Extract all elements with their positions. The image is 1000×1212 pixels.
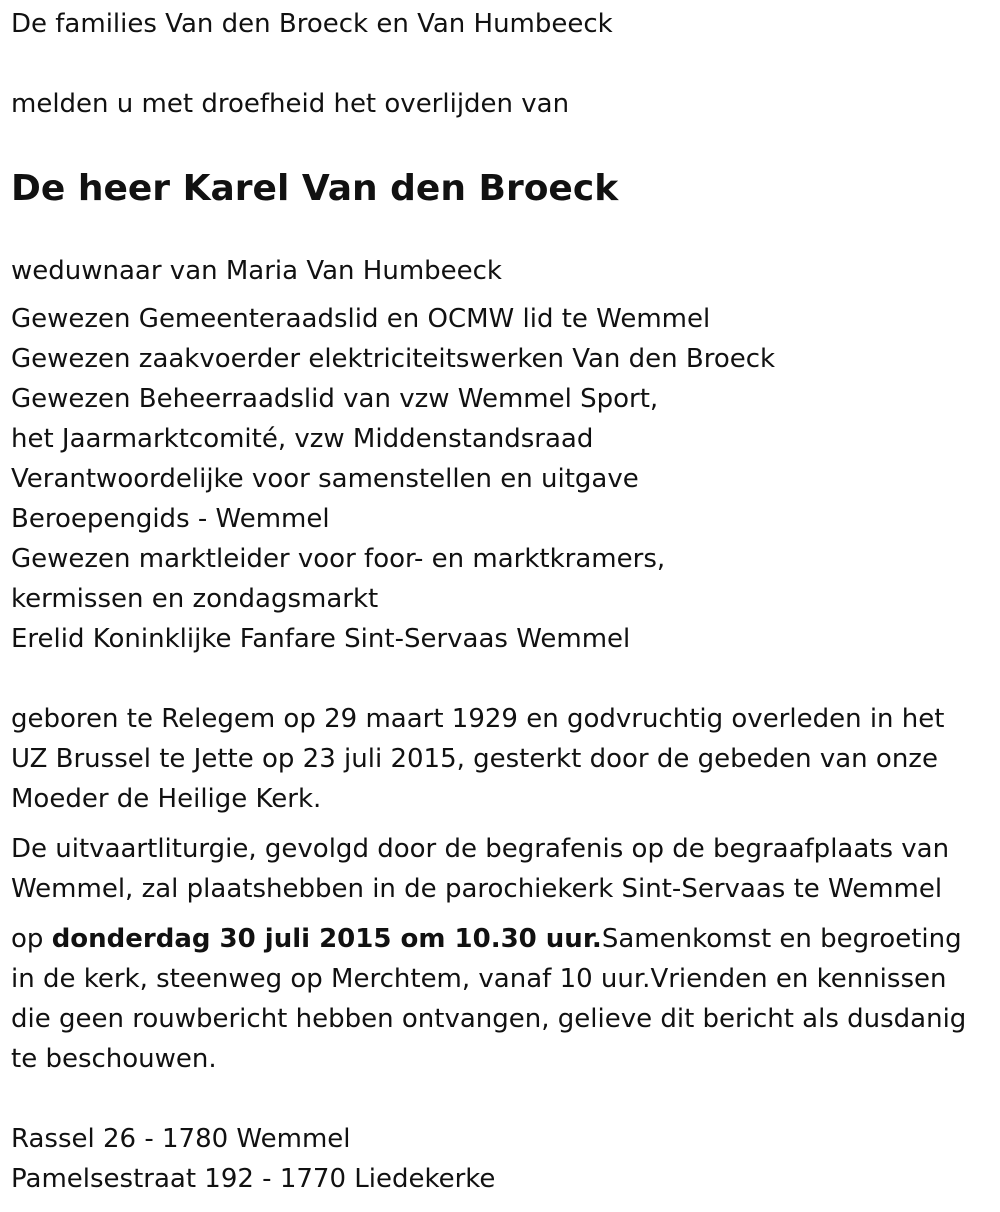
obituary-notice: [11, 0, 991, 1199]
families-line: De families Van den Broeck en Van Humbeeck: [11, 9, 613, 39]
ceremony-paragraph: [11, 919, 986, 1079]
title-line: Erelid Koninklijke Fanfare Sint-Servaas Wemmel: [11, 624, 631, 654]
widower-line: weduwnaar van Maria Van Humbeeck: [11, 256, 502, 286]
address-line: Pamelsestraat 192 - 1770 Liedekerke: [11, 1164, 496, 1194]
title-line: Beroepengids - Wemmel: [11, 504, 330, 534]
ceremony-date-time: donderdag 30 juli 2015 om 10.30 uur.: [51, 924, 602, 954]
address-line: Rassel 26 - 1780 Wemmel: [11, 1124, 351, 1154]
ceremony-prefix: op: [11, 924, 52, 954]
title-line: Gewezen marktleider voor foor- en marktkramers,: [11, 544, 666, 574]
title-line: het Jaarmarktcomité, vzw Middenstandsraad: [11, 424, 594, 454]
birth-death-paragraph: geboren te Relegem op 29 maart 1929 en godvruchtig overleden in het UZ Brussel te Jette op 23 juli 2015, gesterkt door de gebeden van onze Moeder de Heilige Kerk.: [11, 704, 945, 814]
addresses: [11, 1119, 991, 1199]
ceremony-details: Samenkomst en begroeting in de kerk, steenweg op Merchtem, vanaf 10 uur.Vrienden en kennissen die geen rouwbericht hebben ontvangen, gelieve dit bericht als dusdanig te beschouwen.: [11, 924, 967, 1074]
title-line: Gewezen Gemeenteraadslid en OCMW lid te Wemmel: [11, 304, 711, 334]
funeral-paragraph: De uitvaartliturgie, gevolgd door de begrafenis op de begraafplaats van Wemmel, zal plaatshebben in de parochiekerk Sint-Servaas te Wemmel: [11, 834, 950, 904]
title-line: Gewezen Beheerraadslid van vzw Wemmel Sport,: [11, 384, 659, 414]
announce-line: melden u met droefheid het overlijden van: [11, 89, 570, 119]
deceased-name: De heer Karel Van den Broeck: [11, 168, 619, 209]
title-line: kermissen en zondagsmarkt: [11, 584, 379, 614]
titles-list: [11, 299, 991, 659]
title-line: Gewezen zaakvoerder elektriciteitswerken Van den Broeck: [11, 344, 776, 374]
title-line: Verantwoordelijke voor samenstellen en uitgave: [11, 464, 639, 494]
